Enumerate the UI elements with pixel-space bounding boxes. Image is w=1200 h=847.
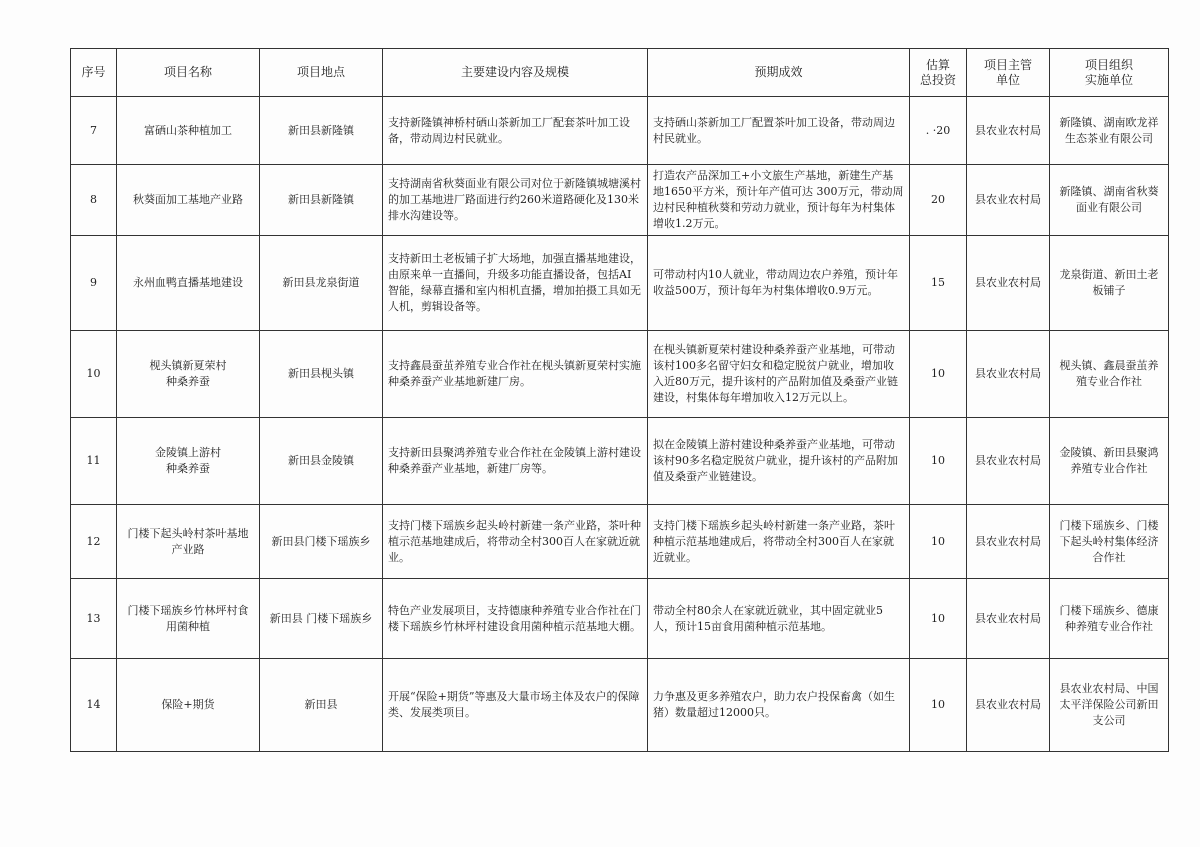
cell-name-line: 种桑养蚕 [166,375,210,388]
cell-outcome: 支持门楼下瑶族乡起头岭村新建一条产业路，茶叶种植示范基地建成后，将带动全村300百人在家就近就业。 [648,505,910,579]
cell-seq: 7 [71,97,117,165]
cell-seq: 14 [71,659,117,752]
cell-name [117,418,260,505]
cell-department: 县农业农村局 [967,579,1050,659]
header-department-line1: 项目主管 [983,57,1032,72]
table-body [71,97,1169,752]
cell-implementer: 枧头镇、鑫晨蚕茧养殖专业合作社 [1050,331,1169,418]
cell-implementer: 新隆镇、湖南欧龙祥生态茶业有限公司 [1050,97,1169,165]
cell-implementer: 门楼下瑶族乡、门楼下起头岭村集体经济合作社 [1050,505,1169,579]
cell-name-line: 保险+期货 [161,698,215,711]
table-row [71,97,1169,165]
cell-content: 开展“保险+期货”等惠及大量市场主体及农户的保障类、发展类项目。 [383,659,648,752]
header-implementer [1050,49,1169,97]
cell-name [117,659,260,752]
cell-name-line: 种桑养蚕 [166,462,210,475]
cell-name-line: 秋葵面加工基地产业路 [133,193,243,206]
cell-outcome: 带动全村80余人在家就近就业，其中固定就业5人，预计15亩食用菌种植示范基地。 [648,579,910,659]
cell-content: 支持新隆镇神桥村硒山茶新加工厂配套茶叶加工设备，带动周边村民就业。 [383,97,648,165]
cell-name-line: 枧头镇新夏荣村 [149,359,227,372]
table-row [71,579,1169,659]
cell-seq: 12 [71,505,117,579]
header-investment-line1: 估算 [925,57,950,72]
cell-department: 县农业农村局 [967,659,1050,752]
cell-name-line: 永州血鸭直播基地建设 [133,276,243,289]
cell-seq: 11 [71,418,117,505]
header-implementer-line2: 实施单位 [1084,72,1133,87]
cell-name [117,331,260,418]
cell-outcome: 拟在金陵镇上游村建设种桑养蚕产业基地，可带动该村90多名稳定脱贫户就业，提升该村的产品附加值及桑蚕产业链建设。 [648,418,910,505]
table-row [71,505,1169,579]
cell-implementer: 龙泉街道、新田土老板铺子 [1050,236,1169,331]
cell-name [117,505,260,579]
cell-investment: 15 [910,236,967,331]
cell-department: 县农业农村局 [967,331,1050,418]
cell-location: 新田县新隆镇 [260,165,383,236]
header-seq: 序号 [71,49,117,97]
cell-location: 新田县金陵镇 [260,418,383,505]
cell-seq: 9 [71,236,117,331]
header-department-line2: 单位 [995,72,1020,87]
header-department [967,49,1050,97]
header-name: 项目名称 [117,49,260,97]
cell-investment: 10 [910,505,967,579]
cell-investment: 20 [910,165,967,236]
cell-investment: 10 [910,418,967,505]
cell-content: 支持新田县聚鸿养殖专业合作社在金陵镇上游村建设种桑养蚕产业基地，新建厂房等。 [383,418,648,505]
cell-name-line: 金陵镇上游村 [155,446,221,459]
cell-investment: 10 [910,659,967,752]
cell-name-line: 用菌种植 [166,619,210,633]
cell-location: 新田县门楼下瑶族乡 [260,505,383,579]
cell-location: 新田县新隆镇 [260,97,383,165]
cell-outcome: 可带动村内10人就业，带动周边农户养殖，预计年收益500万，预计每年为村集体增收0.9万元。 [648,236,910,331]
cell-implementer: 县农业农村局、中国太平洋保险公司新田支公司 [1050,659,1169,752]
cell-location: 新田县 [260,659,383,752]
cell-name [117,165,260,236]
cell-location: 新田县枧头镇 [260,331,383,418]
cell-department: 县农业农村局 [967,165,1050,236]
header-location: 项目地点 [260,49,383,97]
cell-content: 支持湖南省秋葵面业有限公司对位于新隆镇城塘溪村的加工基地进厂路面进行约260米道路硬化及130米排水沟建设等。 [383,165,648,236]
header-investment-line2: 总投资 [919,72,956,87]
cell-content: 特色产业发展项目，支持德康种养殖专业合作社在门楼下瑶族乡竹林坪村建设食用菌种植示范基地大棚。 [383,579,648,659]
table-row [71,165,1169,236]
cell-investment: 10 [910,331,967,418]
header-outcome: 预期成效 [648,49,910,97]
cell-implementer: 新隆镇、湖南省秋葵面业有限公司 [1050,165,1169,236]
project-table [70,48,1169,752]
cell-name [117,236,260,331]
cell-outcome: 在枧头镇新夏荣村建设种桑养蚕产业基地，可带动该村100多名留守妇女和稳定脱贫户就业，增加收入近80万元，提升该村的产品附加值及桑蚕产业链建设，村集体每年增加收入12万元以上。 [648,331,910,418]
cell-outcome: 支持硒山茶新加工厂配置茶叶加工设备，带动周边村民就业。 [648,97,910,165]
cell-location: 新田县 门楼下瑶族乡 [260,579,383,659]
cell-seq: 13 [71,579,117,659]
cell-department: 县农业农村局 [967,418,1050,505]
cell-department: 县农业农村局 [967,505,1050,579]
cell-name-line: 富硒山茶种植加工 [144,123,232,137]
cell-department: 县农业农村局 [967,236,1050,331]
cell-content: 支持鑫晨蚕茧养殖专业合作社在枧头镇新夏荣村实施种桑养蚕产业基地新建厂房。 [383,331,648,418]
cell-seq: 10 [71,331,117,418]
header-investment [910,49,967,97]
header-content: 主要建设内容及规模 [383,49,648,97]
cell-seq: 8 [71,165,117,236]
cell-name-line: 门楼下瑶族乡竹林坪村食 [127,603,249,617]
table-row [71,331,1169,418]
cell-name-line: 产业路 [171,542,205,556]
header-implementer-line1: 项目组织 [1084,57,1133,72]
cell-content: 支持新田土老板铺子扩大场地，加强直播基地建设，由原来单一直播间，升级多功能直播设备，包括AI智能，绿幕直播和室内相机直播，增加拍摄工具如无人机，剪辑设备等。 [383,236,648,331]
table-row [71,418,1169,505]
table-row [71,659,1169,752]
table-header-row [71,49,1169,97]
cell-investment: 10 [910,579,967,659]
cell-name-line: 门楼下起头岭村茶叶基地 [127,526,249,540]
table-row [71,236,1169,331]
cell-content: 支持门楼下瑶族乡起头岭村新建一条产业路，茶叶种植示范基地建成后，将带动全村300百人在家就近就业。 [383,505,648,579]
cell-outcome: 打造农产品深加工+小文旅生产基地，新建生产基地1650平方米，预计年产值可达 300万元，带动周边村民种植秋葵和劳动力就业，预计每年为村集体增收1.2万元。 [648,165,910,236]
cell-investment: . ·20 [910,97,967,165]
cell-implementer: 门楼下瑶族乡、德康种养殖专业合作社 [1050,579,1169,659]
cell-location: 新田县龙泉街道 [260,236,383,331]
cell-outcome: 力争惠及更多养殖农户，助力农户投保畜禽（如生猪）数量超过12000只。 [648,659,910,752]
cell-department: 县农业农村局 [967,97,1050,165]
cell-implementer: 金陵镇、新田县聚鸿养殖专业合作社 [1050,418,1169,505]
cell-name [117,97,260,165]
cell-name [117,579,260,659]
